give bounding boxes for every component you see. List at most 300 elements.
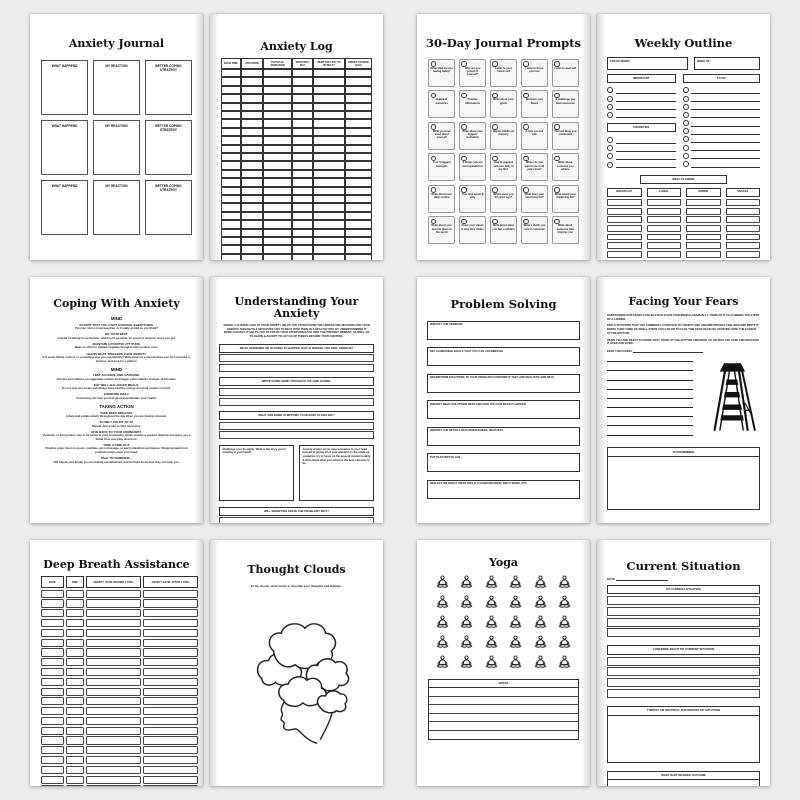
- breath-cell[interactable]: [86, 776, 141, 784]
- log-cell[interactable]: [313, 187, 345, 195]
- log-cell[interactable]: [241, 229, 264, 237]
- week-of-field[interactable]: WEEK OF:: [694, 57, 760, 70]
- breath-cell[interactable]: [41, 736, 64, 744]
- log-cell[interactable]: [292, 220, 313, 228]
- checkbox-circle-icon[interactable]: [554, 187, 559, 192]
- log-cell[interactable]: [241, 220, 264, 228]
- checkbox-circle-icon[interactable]: [492, 187, 497, 192]
- checkbox-circle-icon[interactable]: [683, 153, 689, 159]
- checkbox-circle-icon[interactable]: [461, 187, 466, 192]
- notes-line[interactable]: [429, 705, 578, 714]
- breath-cell[interactable]: [41, 599, 64, 607]
- log-cell[interactable]: [345, 119, 372, 127]
- log-cell[interactable]: [292, 77, 313, 85]
- fear-step-line[interactable]: [607, 408, 693, 417]
- meal-cell[interactable]: [686, 216, 721, 223]
- checkbox-circle-icon[interactable]: [607, 112, 613, 118]
- prompt-card[interactable]: [521, 59, 548, 87]
- log-cell[interactable]: [345, 229, 372, 237]
- checkbox-circle-icon[interactable]: [683, 104, 689, 110]
- meal-cell[interactable]: [607, 216, 642, 223]
- log-cell[interactable]: [263, 136, 292, 144]
- log-cell[interactable]: [313, 220, 345, 228]
- write-line[interactable]: [616, 113, 676, 118]
- log-cell[interactable]: [241, 178, 264, 186]
- breath-cell[interactable]: [41, 678, 64, 686]
- log-cell[interactable]: [313, 203, 345, 211]
- breath-cell[interactable]: [86, 717, 141, 725]
- log-cell[interactable]: [345, 69, 372, 77]
- breath-cell[interactable]: [66, 756, 84, 764]
- journal-entry-box[interactable]: [145, 180, 192, 235]
- meal-cell[interactable]: [607, 251, 642, 258]
- breath-cell[interactable]: [86, 590, 141, 598]
- log-cell[interactable]: [263, 161, 292, 169]
- log-cell[interactable]: [292, 69, 313, 77]
- checklist-line[interactable]: [683, 118, 760, 126]
- checkbox-circle-icon[interactable]: [683, 161, 689, 167]
- log-cell[interactable]: [345, 103, 372, 111]
- checkbox-circle-icon[interactable]: [554, 124, 559, 129]
- checkbox-circle-icon[interactable]: [523, 219, 528, 224]
- checklist-line[interactable]: [683, 102, 760, 110]
- breath-cell[interactable]: [86, 629, 141, 637]
- log-cell[interactable]: [313, 111, 345, 119]
- write-line[interactable]: [616, 163, 676, 168]
- breath-cell[interactable]: [86, 707, 141, 715]
- breath-cell[interactable]: [86, 678, 141, 686]
- log-cell[interactable]: [345, 254, 372, 260]
- write-row[interactable]: [219, 422, 374, 430]
- prompt-card[interactable]: [428, 185, 455, 213]
- answer-box[interactable]: [607, 716, 760, 763]
- breath-cell[interactable]: [66, 668, 84, 676]
- log-cell[interactable]: [221, 77, 241, 85]
- log-cell[interactable]: [241, 145, 264, 153]
- checkbox-circle-icon[interactable]: [523, 187, 528, 192]
- breath-cell[interactable]: [143, 697, 198, 705]
- breath-cell[interactable]: [66, 746, 84, 754]
- log-cell[interactable]: [263, 103, 292, 111]
- breath-cell[interactable]: [41, 746, 64, 754]
- log-cell[interactable]: [292, 136, 313, 144]
- write-line[interactable]: [691, 122, 760, 127]
- log-cell[interactable]: [292, 161, 313, 169]
- meal-cell[interactable]: [686, 234, 721, 241]
- prompt-card[interactable]: [552, 185, 579, 213]
- breath-cell[interactable]: [143, 756, 198, 764]
- log-cell[interactable]: [263, 86, 292, 94]
- checklist-line[interactable]: [607, 110, 676, 118]
- log-cell[interactable]: [313, 128, 345, 136]
- checklist-line[interactable]: [607, 144, 676, 152]
- log-cell[interactable]: [263, 178, 292, 186]
- log-cell[interactable]: [241, 212, 264, 220]
- log-cell[interactable]: [313, 86, 345, 94]
- meal-cell[interactable]: [647, 251, 682, 258]
- breath-cell[interactable]: [86, 668, 141, 676]
- breath-cell[interactable]: [86, 766, 141, 774]
- breath-cell[interactable]: [66, 717, 84, 725]
- breath-cell[interactable]: [143, 785, 198, 786]
- fear-step-line[interactable]: [607, 371, 693, 380]
- log-cell[interactable]: [292, 254, 313, 260]
- write-line[interactable]: [616, 89, 676, 94]
- prompt-card[interactable]: [490, 185, 517, 213]
- meal-cell[interactable]: [647, 199, 682, 206]
- log-cell[interactable]: [292, 195, 313, 203]
- breath-cell[interactable]: [143, 746, 198, 754]
- log-cell[interactable]: [241, 94, 264, 102]
- answer-box[interactable]: [427, 374, 580, 393]
- log-cell[interactable]: [292, 245, 313, 253]
- notes-line[interactable]: [429, 722, 578, 731]
- notes-line[interactable]: [429, 697, 578, 706]
- checkbox-circle-icon[interactable]: [683, 120, 689, 126]
- checkbox-circle-icon[interactable]: [492, 156, 497, 161]
- log-cell[interactable]: [292, 128, 313, 136]
- log-cell[interactable]: [292, 237, 313, 245]
- log-cell[interactable]: [221, 170, 241, 178]
- breath-cell[interactable]: [41, 688, 64, 696]
- write-line[interactable]: [616, 155, 676, 160]
- prompt-card[interactable]: [459, 59, 486, 87]
- log-cell[interactable]: [241, 245, 264, 253]
- log-cell[interactable]: [263, 212, 292, 220]
- breath-cell[interactable]: [143, 629, 198, 637]
- breath-cell[interactable]: [86, 639, 141, 647]
- checkbox-circle-icon[interactable]: [683, 87, 689, 93]
- log-cell[interactable]: [345, 136, 372, 144]
- write-line[interactable]: [691, 146, 760, 151]
- breath-cell[interactable]: [41, 658, 64, 666]
- log-cell[interactable]: [221, 119, 241, 127]
- breath-cell[interactable]: [143, 590, 198, 598]
- log-cell[interactable]: [292, 153, 313, 161]
- journal-entry-box[interactable]: [93, 180, 140, 235]
- breath-cell[interactable]: [66, 736, 84, 744]
- log-cell[interactable]: [221, 128, 241, 136]
- log-cell[interactable]: [241, 195, 264, 203]
- log-cell[interactable]: [313, 237, 345, 245]
- log-cell[interactable]: [241, 203, 264, 211]
- write-row[interactable]: [219, 354, 374, 362]
- log-cell[interactable]: [292, 212, 313, 220]
- to-remember-box[interactable]: [607, 457, 760, 510]
- breath-cell[interactable]: [66, 785, 84, 786]
- breath-cell[interactable]: [41, 629, 64, 637]
- checkbox-circle-icon[interactable]: [683, 145, 689, 151]
- log-cell[interactable]: [292, 229, 313, 237]
- log-cell[interactable]: [313, 136, 345, 144]
- prompt-card[interactable]: [490, 216, 517, 244]
- log-cell[interactable]: [292, 119, 313, 127]
- log-cell[interactable]: [345, 220, 372, 228]
- log-cell[interactable]: [241, 103, 264, 111]
- breath-cell[interactable]: [143, 717, 198, 725]
- breath-cell[interactable]: [41, 639, 64, 647]
- breath-cell[interactable]: [41, 609, 64, 617]
- log-cell[interactable]: [221, 178, 241, 186]
- meal-cell[interactable]: [686, 199, 721, 206]
- log-cell[interactable]: [221, 229, 241, 237]
- log-cell[interactable]: [221, 94, 241, 102]
- checkbox-circle-icon[interactable]: [607, 145, 613, 151]
- log-cell[interactable]: [221, 220, 241, 228]
- log-cell[interactable]: [241, 69, 264, 77]
- write-row[interactable]: [607, 667, 760, 676]
- breath-cell[interactable]: [66, 707, 84, 715]
- meal-cell[interactable]: [647, 216, 682, 223]
- write-row[interactable]: [219, 388, 374, 396]
- breath-cell[interactable]: [66, 688, 84, 696]
- meal-cell[interactable]: [726, 225, 761, 232]
- checkbox-circle-icon[interactable]: [431, 124, 436, 129]
- log-cell[interactable]: [221, 212, 241, 220]
- log-cell[interactable]: [263, 187, 292, 195]
- log-cell[interactable]: [263, 94, 292, 102]
- meal-cell[interactable]: [726, 242, 761, 249]
- breath-cell[interactable]: [66, 648, 84, 656]
- breath-cell[interactable]: [86, 756, 141, 764]
- checklist-line[interactable]: [683, 127, 760, 135]
- breath-cell[interactable]: [41, 648, 64, 656]
- breath-cell[interactable]: [41, 590, 64, 598]
- log-cell[interactable]: [313, 161, 345, 169]
- write-row[interactable]: [607, 596, 760, 605]
- log-cell[interactable]: [313, 195, 345, 203]
- answer-box[interactable]: [427, 480, 580, 499]
- write-line[interactable]: [691, 138, 760, 143]
- log-cell[interactable]: [241, 86, 264, 94]
- fear-step-line[interactable]: [607, 399, 693, 408]
- checkbox-circle-icon[interactable]: [683, 136, 689, 142]
- prompt-card[interactable]: [490, 153, 517, 181]
- log-cell[interactable]: [313, 103, 345, 111]
- meal-cell[interactable]: [607, 225, 642, 232]
- journal-entry-box[interactable]: [93, 60, 140, 115]
- log-cell[interactable]: [221, 195, 241, 203]
- checkbox-circle-icon[interactable]: [523, 93, 528, 98]
- log-cell[interactable]: [241, 111, 264, 119]
- log-cell[interactable]: [292, 178, 313, 186]
- breath-cell[interactable]: [143, 609, 198, 617]
- log-cell[interactable]: [345, 161, 372, 169]
- write-line[interactable]: [616, 147, 676, 152]
- log-cell[interactable]: [313, 178, 345, 186]
- notes-line[interactable]: [429, 731, 578, 739]
- meal-cell[interactable]: [647, 242, 682, 249]
- focus-word-field[interactable]: FOCUS WORD:: [607, 57, 688, 70]
- log-cell[interactable]: [241, 187, 264, 195]
- breath-cell[interactable]: [66, 599, 84, 607]
- prompt-card[interactable]: [428, 90, 455, 118]
- breath-cell[interactable]: [143, 619, 198, 627]
- log-cell[interactable]: [345, 237, 372, 245]
- answer-box[interactable]: [607, 780, 760, 786]
- log-cell[interactable]: [241, 170, 264, 178]
- breath-cell[interactable]: [86, 658, 141, 666]
- log-cell[interactable]: [263, 119, 292, 127]
- log-cell[interactable]: [313, 153, 345, 161]
- fear-step-line[interactable]: [607, 390, 693, 399]
- checkbox-circle-icon[interactable]: [683, 128, 689, 134]
- checkbox-circle-icon[interactable]: [431, 93, 436, 98]
- prompt-card[interactable]: [490, 59, 517, 87]
- meal-cell[interactable]: [686, 225, 721, 232]
- fear-step-line[interactable]: [607, 381, 693, 390]
- prompt-card[interactable]: [521, 153, 548, 181]
- log-cell[interactable]: [263, 195, 292, 203]
- breath-cell[interactable]: [41, 727, 64, 735]
- prompt-card[interactable]: [521, 185, 548, 213]
- breath-cell[interactable]: [41, 785, 64, 786]
- log-cell[interactable]: [221, 153, 241, 161]
- prompt-card[interactable]: [490, 90, 517, 118]
- breath-cell[interactable]: [66, 629, 84, 637]
- log-cell[interactable]: [292, 203, 313, 211]
- log-cell[interactable]: [221, 203, 241, 211]
- breath-cell[interactable]: [143, 599, 198, 607]
- breath-cell[interactable]: [143, 707, 198, 715]
- breath-cell[interactable]: [41, 707, 64, 715]
- log-cell[interactable]: [263, 170, 292, 178]
- meal-cell[interactable]: [607, 199, 642, 206]
- breath-cell[interactable]: [143, 658, 198, 666]
- meal-cell[interactable]: [726, 234, 761, 241]
- checkbox-circle-icon[interactable]: [431, 187, 436, 192]
- journal-entry-box[interactable]: [93, 120, 140, 175]
- log-cell[interactable]: [292, 187, 313, 195]
- write-line[interactable]: [616, 139, 676, 144]
- meal-cell[interactable]: [607, 242, 642, 249]
- write-row[interactable]: [607, 678, 760, 687]
- meal-cell[interactable]: [726, 208, 761, 215]
- log-cell[interactable]: [221, 103, 241, 111]
- write-row[interactable]: [219, 517, 374, 523]
- checklist-line[interactable]: [683, 143, 760, 151]
- breath-cell[interactable]: [143, 678, 198, 686]
- fear-step-line[interactable]: [607, 417, 693, 426]
- checkbox-circle-icon[interactable]: [554, 219, 559, 224]
- log-cell[interactable]: [292, 86, 313, 94]
- checkbox-circle-icon[interactable]: [461, 124, 466, 129]
- log-cell[interactable]: [221, 86, 241, 94]
- checkbox-circle-icon[interactable]: [607, 153, 613, 159]
- log-cell[interactable]: [345, 86, 372, 94]
- prompt-card[interactable]: [459, 153, 486, 181]
- log-cell[interactable]: [292, 145, 313, 153]
- write-row[interactable]: [219, 398, 374, 406]
- breath-cell[interactable]: [86, 648, 141, 656]
- log-cell[interactable]: [263, 128, 292, 136]
- log-cell[interactable]: [292, 94, 313, 102]
- checkbox-circle-icon[interactable]: [554, 61, 559, 66]
- log-cell[interactable]: [345, 128, 372, 136]
- log-cell[interactable]: [221, 161, 241, 169]
- log-cell[interactable]: [221, 111, 241, 119]
- meal-cell[interactable]: [647, 225, 682, 232]
- log-cell[interactable]: [292, 170, 313, 178]
- breath-cell[interactable]: [66, 727, 84, 735]
- log-cell[interactable]: [292, 103, 313, 111]
- checkbox-circle-icon[interactable]: [554, 93, 559, 98]
- write-row[interactable]: [607, 657, 760, 666]
- log-cell[interactable]: [241, 119, 264, 127]
- log-cell[interactable]: [313, 77, 345, 85]
- log-cell[interactable]: [313, 145, 345, 153]
- meal-cell[interactable]: [607, 208, 642, 215]
- meal-cell[interactable]: [686, 251, 721, 258]
- log-cell[interactable]: [241, 136, 264, 144]
- write-row[interactable]: [607, 618, 760, 627]
- write-line[interactable]: [616, 577, 668, 581]
- prompt-card[interactable]: [428, 153, 455, 181]
- notes-line[interactable]: [429, 688, 578, 697]
- log-cell[interactable]: [345, 94, 372, 102]
- checklist-line[interactable]: [683, 86, 760, 94]
- log-cell[interactable]: [345, 111, 372, 119]
- breath-cell[interactable]: [86, 688, 141, 696]
- log-cell[interactable]: [241, 237, 264, 245]
- breath-cell[interactable]: [143, 766, 198, 774]
- log-cell[interactable]: [263, 245, 292, 253]
- prompt-card[interactable]: [521, 90, 548, 118]
- breath-cell[interactable]: [143, 668, 198, 676]
- breath-cell[interactable]: [143, 648, 198, 656]
- prompt-card[interactable]: [521, 122, 548, 150]
- checklist-line[interactable]: [607, 102, 676, 110]
- checkbox-circle-icon[interactable]: [607, 137, 613, 143]
- log-cell[interactable]: [313, 69, 345, 77]
- log-cell[interactable]: [345, 187, 372, 195]
- meal-cell[interactable]: [726, 199, 761, 206]
- checklist-line[interactable]: [607, 94, 676, 102]
- write-row[interactable]: [607, 689, 760, 698]
- journal-entry-box[interactable]: [41, 60, 88, 115]
- breath-cell[interactable]: [66, 619, 84, 627]
- checkbox-circle-icon[interactable]: [607, 87, 613, 93]
- journal-entry-box[interactable]: [41, 180, 88, 235]
- write-line[interactable]: [691, 113, 760, 118]
- breath-cell[interactable]: [86, 619, 141, 627]
- checklist-line[interactable]: [683, 110, 760, 118]
- log-cell[interactable]: [241, 254, 264, 260]
- breath-cell[interactable]: [143, 639, 198, 647]
- log-cell[interactable]: [345, 153, 372, 161]
- log-cell[interactable]: [345, 195, 372, 203]
- checkbox-circle-icon[interactable]: [492, 219, 497, 224]
- breath-cell[interactable]: [143, 736, 198, 744]
- prompt-card[interactable]: [521, 216, 548, 244]
- write-line[interactable]: [691, 154, 760, 159]
- log-cell[interactable]: [221, 254, 241, 260]
- prompt-card[interactable]: [552, 216, 579, 244]
- log-cell[interactable]: [221, 136, 241, 144]
- date-field[interactable]: [607, 577, 760, 581]
- journal-entry-box[interactable]: [145, 120, 192, 175]
- log-cell[interactable]: [221, 145, 241, 153]
- write-row[interactable]: [607, 607, 760, 616]
- checklist-line[interactable]: [607, 160, 676, 168]
- log-cell[interactable]: [345, 212, 372, 220]
- breath-cell[interactable]: [86, 785, 141, 786]
- prompt-card[interactable]: [459, 122, 486, 150]
- checkbox-circle-icon[interactable]: [523, 124, 528, 129]
- write-line[interactable]: [691, 130, 760, 135]
- log-cell[interactable]: [345, 145, 372, 153]
- fear-step-line[interactable]: [607, 361, 693, 371]
